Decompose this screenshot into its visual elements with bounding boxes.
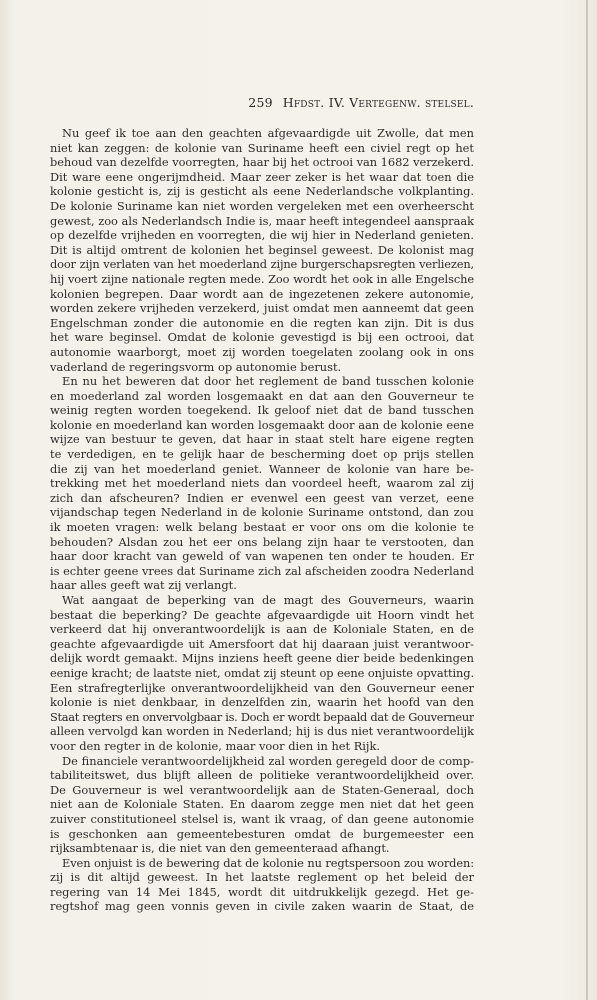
text-line: niet aan de Koloniale Staten. En daarom zegge men niet dat het geen: [50, 797, 474, 812]
text-line: gewest, zoo als Nederlandsch Indie is, maar heeft integendeel aanspraak: [50, 213, 474, 228]
text-line: vijandschap tegen Nederland in de kolonie Suriname ontstond, dan zou: [50, 505, 474, 520]
text-line: Dit ware eene ongerijmdheid. Maar zeer zeker is het waar dat toen die: [50, 169, 474, 184]
text-line: worden zekere vrijheden verzekerd, juist omdat men aanneemt dat geen: [50, 301, 474, 316]
text-line: Een strafregterlijke onverantwoordelijkheid van den Gouverneur eener: [50, 680, 474, 695]
text-line: door zijn verlaten van het moederland zijne burgerschapsregten verliezen,: [50, 257, 474, 272]
text-line: De financiele verantwoordelijkheid zal worden geregeld door de comp-: [62, 753, 474, 768]
text-line: weinig regten worden toegekend. Ik geloof niet dat de band tusschen: [50, 403, 474, 418]
text-line: ik moeten vragen: welk belang bestaat er voor ons om die kolonie te: [50, 520, 474, 535]
text-line: is geschonken aan gemeentebesturen omdat de burgemeester een: [50, 826, 474, 841]
page-edge: [586, 0, 588, 1000]
text-line: die zij van het moederland geniet. Wanneer de kolonie van hare be-: [50, 461, 474, 476]
text-line: eenige kracht; de laatste niet, omdat zij steunt op eene onjuiste opvatting.: [50, 665, 474, 680]
text-line: geachte afgevaardigde uit Amersfoort dat hij daaraan juist verantwoor-: [50, 636, 474, 651]
text-line: verkeerd dat hij onverantwoordelijk is aan de Koloniale Staten, en de: [50, 622, 474, 637]
text-line: regering van 14 Mei 1845, wordt dit uitdrukkelijk gezegd. Het ge-: [50, 884, 474, 899]
text-line: en moederland zal worden losgemaakt en dat aan den Gouverneur te: [50, 388, 474, 403]
text-line: Wat aangaat de beperking van de magt des Gouverneurs, waarin: [62, 593, 474, 607]
text-line: kolonie is niet denkbaar, in denzelfden zin, waarin het hoofd van den: [50, 695, 474, 710]
text-line: kolonien begrepen. Daar wordt aan de ingezetenen zekere autonomie,: [50, 286, 474, 301]
text-line: trekking met het moederland niets dan voordeel heeft, waarom zal zij: [50, 476, 474, 491]
text-line: zich dan afscheuren? Indien er evenwel een geest van verzet, eene: [50, 490, 474, 505]
running-header: [50, 95, 474, 110]
text-line: hij voert zijne nationale regten mede. Zoo wordt het ook in alle Engelsche: [50, 271, 474, 286]
text-line: Engelschman zonder die autonomie en die regten kan zijn. Dit is dus: [50, 315, 474, 330]
text-line: vaderland de regeringsvorm op autonomie berust.: [50, 359, 342, 374]
text-line: het ware beginsel. Omdat de kolonie gevestigd is bij een octrooi, dat: [50, 330, 474, 345]
page-number: 259: [248, 95, 273, 110]
text-line: wijze van bestuur te geven, dat haar in staat stelt hare eigene regten: [50, 432, 474, 447]
text-line: op dezelfde vrijheden en voorregten, die wij hier in Nederland genieten.: [50, 228, 474, 243]
text-line: te verdedigen, en te gelijk haar de bescherming doet op prijs stellen: [50, 447, 474, 462]
text-line: delijk wordt gemaakt. Mijns inziens heeft geene dier beide bedenkingen: [50, 651, 474, 666]
text-line: rijksambtenaar is, die niet van den gemeenteraad afhangt.: [50, 841, 390, 856]
text-line: kolonie en moederland kan worden losgemaakt door aan de kolonie eene: [50, 417, 474, 432]
text-line: behouden? Alsdan zou het eer ons belang zijn haar te verstooten, dan: [50, 534, 474, 549]
text-line: Even onjuist is de bewering dat de kolonie nu regtspersoon zou worden:: [62, 855, 474, 870]
text-line: is echter geene vrees dat Suriname zich zal afscheiden zoodra Nederland: [50, 563, 474, 578]
text-line: Nu geef ik toe aan den geachten afgevaardigde uit Zwolle, dat men: [62, 126, 474, 140]
text-line: niet kan zeggen: de kolonie van Suriname heeft een civiel regt op het: [50, 140, 474, 155]
text-line: De kolonie Suriname kan niet worden vergeleken met een overheerscht: [50, 198, 474, 213]
text-line: zij is dit altijd geweest. In het laatste reglement op het beleid der: [50, 870, 474, 885]
text-line: En nu het beweren dat door het reglement de band tusschen kolonie: [62, 374, 474, 389]
text-line: Staat regters en onvervolgbaar is. Doch er wordt bepaald dat de Gouverneur: [50, 709, 474, 724]
text-line: Dit is altijd omtrent de kolonien het beginsel geweest. De kolonist mag: [50, 242, 474, 257]
text-line: regtshof mag geen vonnis geven in civile zaken waarin de Staat, de: [50, 899, 474, 914]
text-line: behoud van dezelfde voorregten, haar bij het octrooi van 1682 verzekerd.: [50, 155, 474, 170]
text-line: tabiliteitswet, dus blijft alleen de politieke verantwoordelijkheid over.: [50, 768, 474, 783]
text-line: kolonie gesticht is, zij is gesticht als eene Nederlandsche volkplanting.: [50, 184, 474, 199]
text-line: autonomie waarborgt, moet zij worden toegelaten zoolang ook in ons: [50, 344, 474, 359]
text-line: zuiver constitutioneel stelsel is, want ik vraag, of dan geene autonomie: [50, 811, 474, 826]
running-title: Hfdst. IV. Vertegenw. stelsel.: [282, 95, 474, 110]
text-line: haar door kracht van geweld of van wapenen ten onder te houden. Er: [50, 549, 474, 564]
text-line: bestaat die beperking? De geachte afgevaardigde uit Hoorn vindt het: [50, 607, 474, 622]
text-line: voor den regter in de kolonie, maar voor dien in het Rijk.: [50, 738, 380, 753]
text-line: alleen vervolgd kan worden in Nederland; hij is dus niet verantwoordelijk: [50, 724, 474, 739]
text-line: De Gouverneur is wel verantwoordelijk aan de Staten-Generaal, doch: [50, 782, 474, 797]
text-line: haar alles geeft wat zij verlangt.: [50, 578, 237, 593]
body-text: [50, 126, 474, 914]
